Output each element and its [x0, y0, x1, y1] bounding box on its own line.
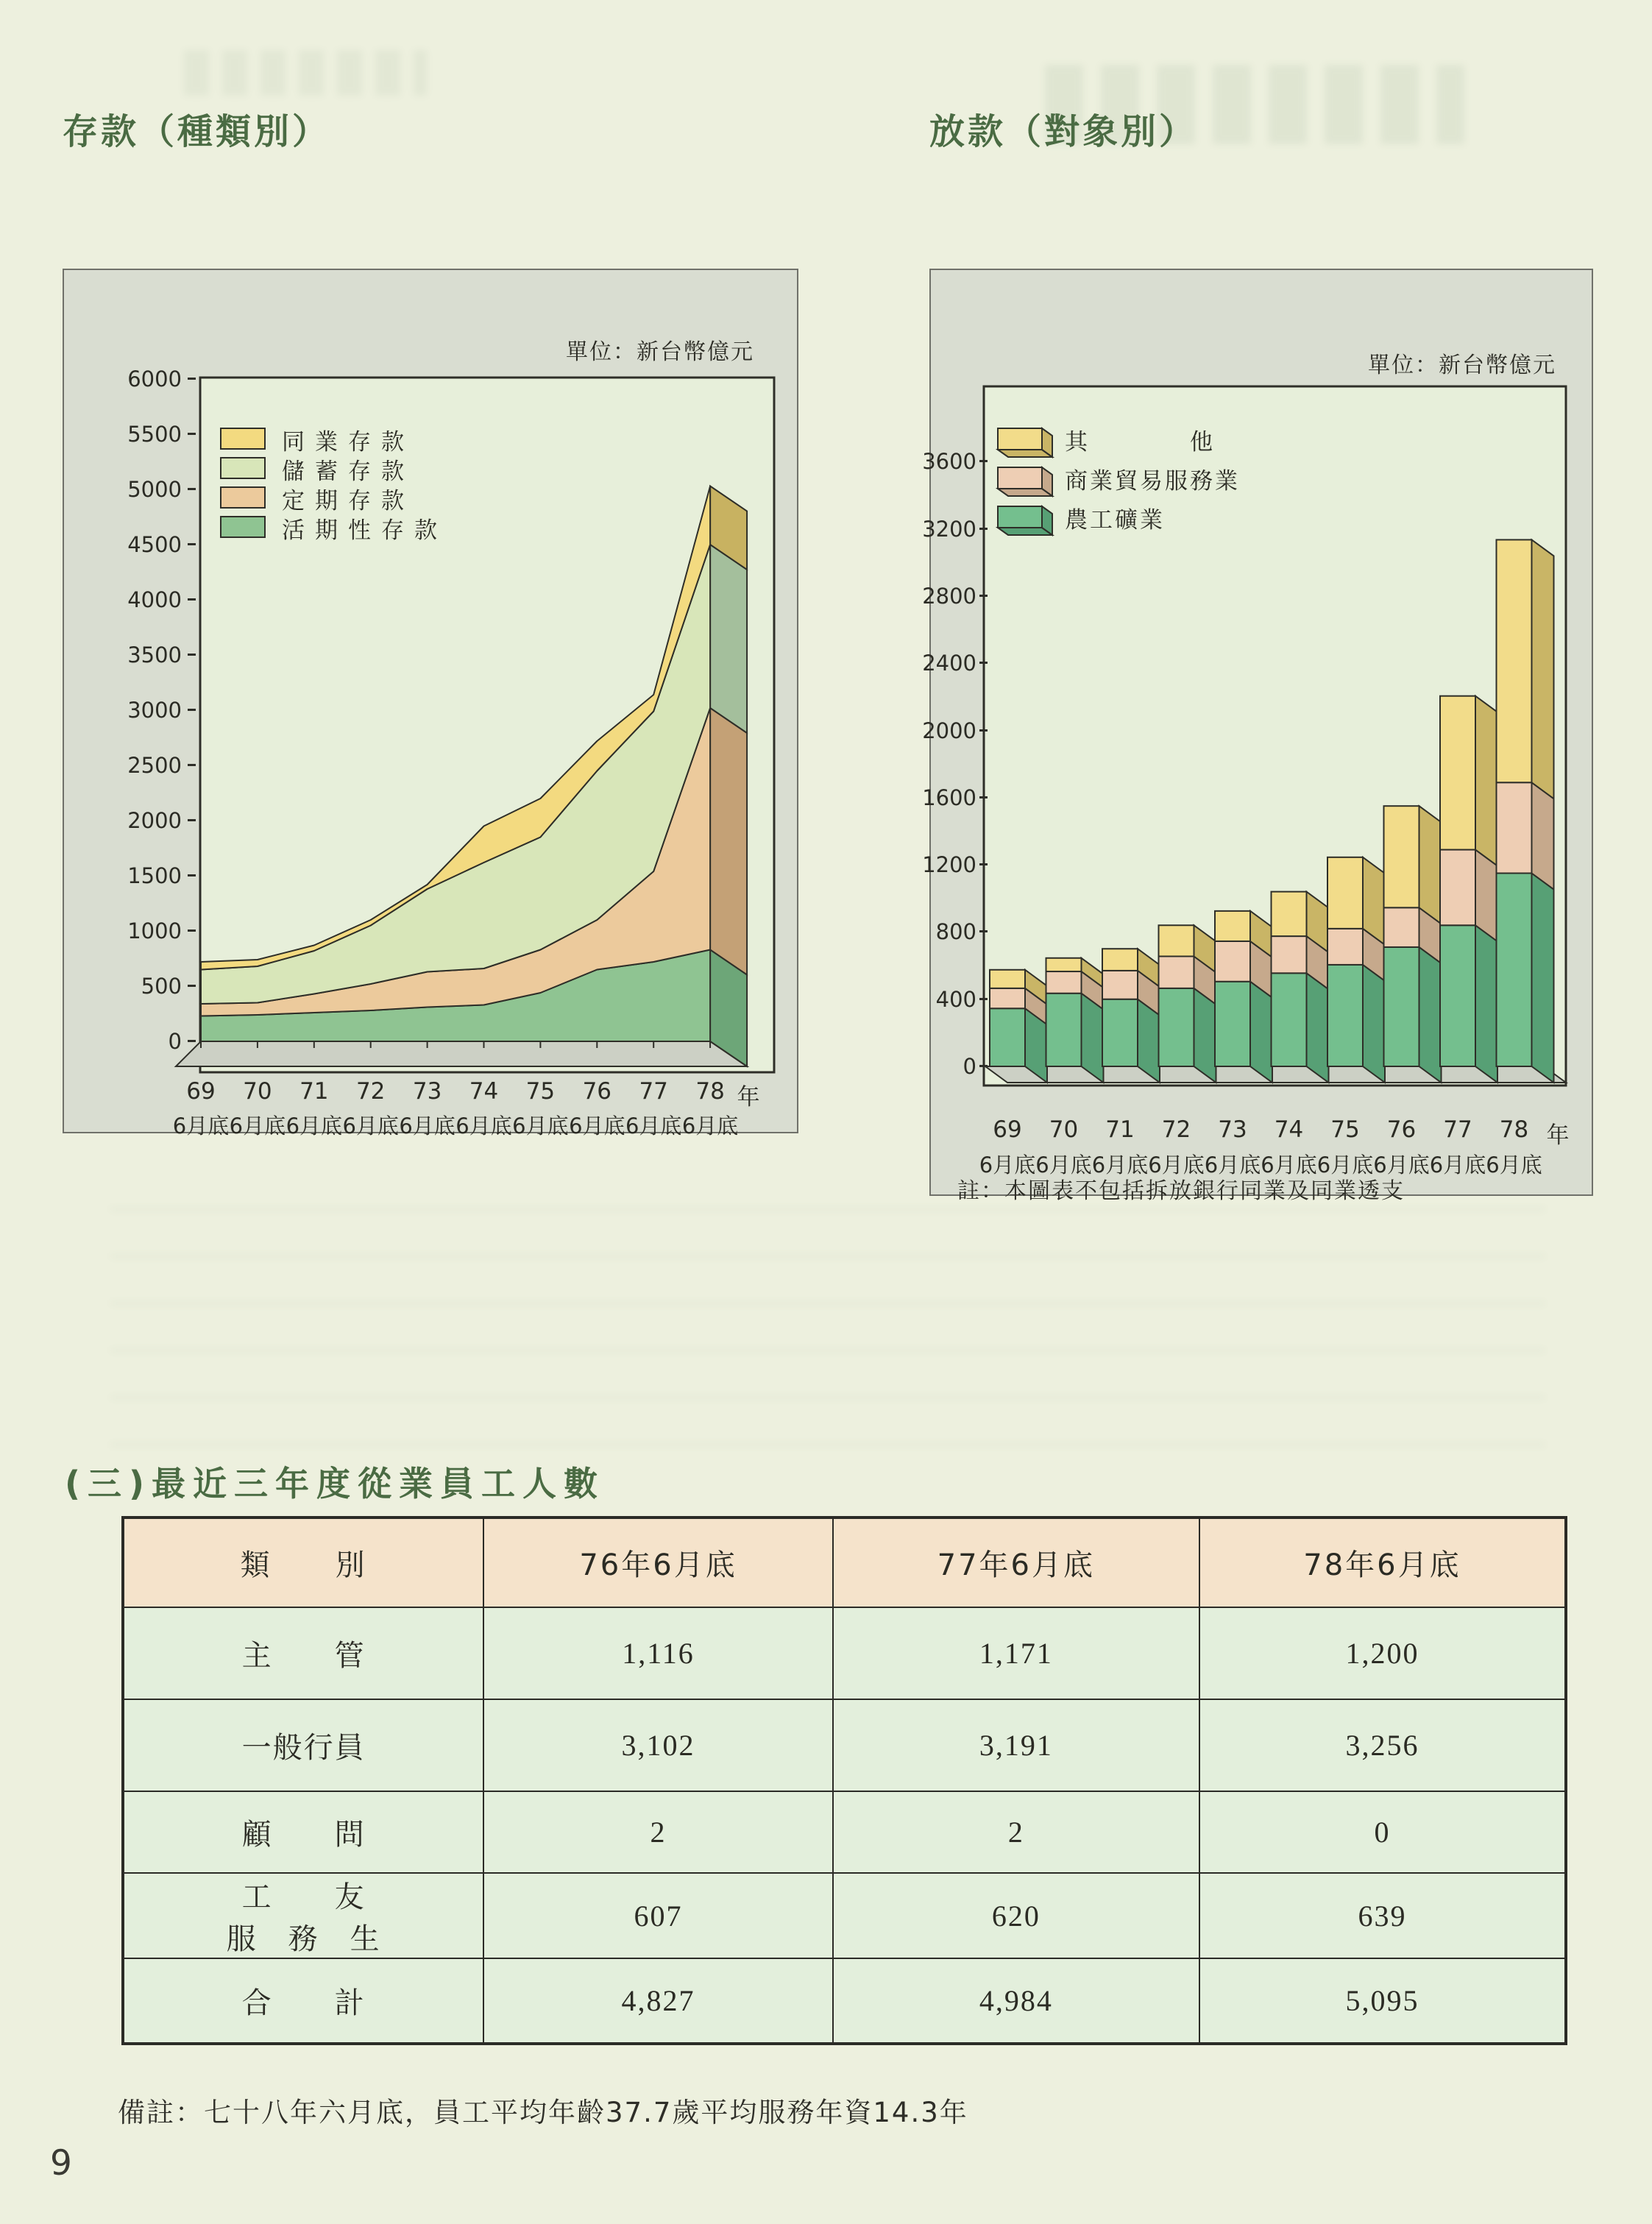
bar-side-face [1475, 696, 1497, 866]
bar-segment [1215, 911, 1250, 941]
x-axis-year-label: 77 [639, 1078, 668, 1105]
legend-swatch [996, 426, 1059, 460]
bar-side-face [1532, 539, 1554, 798]
row-label-line1: 工 友 [241, 1880, 366, 1914]
deposits-chart-panel [63, 269, 798, 1138]
bar-segment [1159, 925, 1194, 956]
legend-swatch [220, 428, 266, 450]
bar-segment [990, 988, 1025, 1008]
y-axis-tick-label: 0 [963, 1054, 976, 1079]
y-axis-tick-label: 2000 [127, 808, 182, 833]
col-header-category: 類 別 [123, 1518, 483, 1607]
x-axis-year-label: 73 [1218, 1116, 1247, 1143]
bar-segment [1215, 982, 1250, 1066]
table-footnote: 備註：七十八年六月底，員工平均年齡37.7歲平均服務年資14.3年 [118, 2097, 968, 2128]
y-axis-tick-mark [979, 729, 988, 732]
y-axis-tick-label: 4000 [127, 587, 182, 612]
cell-value: 4,827 [483, 1958, 833, 2044]
x-axis-sublabel: 6月底 [1486, 1152, 1542, 1177]
y-axis-tick-label: 2800 [922, 583, 976, 609]
bar-side-face [1363, 965, 1385, 1083]
x-axis-sublabel: 6月底 [569, 1113, 625, 1138]
bar-side-face [1363, 857, 1385, 945]
x-axis-year-label: 77 [1443, 1116, 1472, 1143]
loans-bar-svg [931, 270, 1592, 1194]
deposits-chart-title: 存款（種類別） [63, 111, 331, 152]
row-label: 主 管 [123, 1607, 483, 1699]
x-axis-sublabel: 6月底 [455, 1113, 512, 1138]
x-axis-sublabel: 6月底 [979, 1152, 1036, 1177]
y-axis-tick-mark [979, 998, 988, 1000]
x-axis-sublabel: 6月底 [512, 1113, 569, 1138]
x-axis-sublabel: 6月底 [1035, 1152, 1092, 1177]
row-label: 合 計 [123, 1958, 483, 2044]
y-axis-tick-mark [188, 819, 196, 821]
area-side-face [710, 545, 747, 733]
x-axis-year-label: 73 [412, 1078, 442, 1105]
cell-value: 1,171 [833, 1607, 1199, 1699]
table-row [123, 1791, 1566, 1873]
row-label [123, 1873, 483, 1958]
bar-segment [990, 1008, 1025, 1066]
chart-3d-base [176, 1041, 747, 1066]
bar-segment [1215, 941, 1250, 982]
x-axis-year-label: 72 [1161, 1116, 1191, 1143]
legend-swatch [220, 457, 266, 479]
x-axis-year-label: 75 [1330, 1116, 1360, 1143]
y-axis-tick-mark [979, 796, 988, 798]
col-header-78: 78年6月底 [1199, 1518, 1566, 1607]
x-axis-sublabel: 6月底 [1373, 1152, 1430, 1177]
legend-label: 活期性存款 [282, 517, 447, 544]
x-axis-year-label: 76 [582, 1078, 612, 1105]
table-row [123, 1699, 1566, 1791]
x-axis-year-label: 78 [695, 1078, 725, 1105]
bar-segment [1384, 947, 1419, 1066]
y-axis-tick-label: 3600 [922, 449, 976, 475]
cell-value: 5,095 [1199, 1958, 1566, 2044]
y-axis-tick-label: 400 [935, 986, 976, 1012]
y-axis-tick-label: 1500 [127, 863, 182, 888]
bar-segment [1272, 973, 1307, 1066]
loans-chart [922, 270, 1592, 1204]
x-axis-year-label: 78 [1499, 1116, 1529, 1143]
bar-segment [1046, 994, 1082, 1066]
table-row [123, 1958, 1566, 2044]
y-axis-tick-mark [188, 709, 196, 711]
cell-value: 1,200 [1199, 1607, 1566, 1699]
cell-value: 2 [483, 1791, 833, 1873]
bar-segment [1102, 971, 1138, 999]
bar-segment [1272, 892, 1307, 936]
staff-table-section-title: (三)最近三年度從業員工人數 [65, 1464, 606, 1504]
chart-exclusion-note: 註：本圖表不包括拆放銀行同業及同業透支 [957, 1178, 1405, 1204]
y-axis-tick-label: 5000 [127, 477, 182, 502]
legend-label: 商業貿易服務業 [1065, 468, 1240, 495]
legend-label: 定期存款 [282, 488, 414, 514]
table-header-row [123, 1518, 1566, 1607]
x-axis-year-label: 69 [186, 1078, 216, 1105]
table-row [123, 1873, 1566, 1958]
bar-segment [1046, 958, 1082, 971]
cell-value: 2 [833, 1791, 1199, 1873]
y-axis-tick-label: 3500 [127, 642, 182, 667]
y-axis-tick-label: 1600 [922, 785, 976, 810]
loans-chart-title: 放款（對象別） [929, 111, 1198, 152]
x-axis-unit-suffix-year: 年 [737, 1084, 760, 1111]
bar-segment [1497, 782, 1532, 873]
cell-value: 620 [833, 1873, 1199, 1958]
loans-chart-panel [922, 269, 1593, 1204]
col-header-77: 77年6月底 [833, 1518, 1199, 1607]
bar-side-face [1532, 782, 1554, 889]
y-axis-tick-label: 800 [935, 919, 976, 945]
bar-segment [1327, 929, 1363, 965]
y-axis-tick-label: 500 [141, 974, 182, 999]
unit-label: 單位：新台幣億元 [566, 339, 754, 365]
y-axis-tick-label: 6000 [127, 366, 182, 392]
bar-side-face [1250, 982, 1272, 1083]
bar-segment [1159, 956, 1194, 988]
y-axis-tick-mark [979, 930, 988, 932]
x-axis-sublabel: 6月底 [172, 1113, 230, 1138]
cell-value: 3,102 [483, 1699, 833, 1791]
x-axis-year-label: 74 [469, 1078, 499, 1105]
x-axis-sublabel: 6月底 [625, 1113, 682, 1138]
legend-label: 農工礦業 [1065, 507, 1165, 534]
y-axis-tick-label: 2400 [922, 651, 976, 676]
bar-segment [1440, 850, 1475, 926]
cell-value: 607 [483, 1873, 833, 1958]
x-axis-year-label: 72 [355, 1078, 386, 1105]
x-axis-sublabel: 6月底 [286, 1113, 343, 1138]
y-axis-tick-mark [979, 1065, 988, 1067]
cell-value: 1,116 [483, 1607, 833, 1699]
bar-segment [1102, 999, 1138, 1066]
x-axis-year-label: 70 [243, 1078, 272, 1105]
y-axis-tick-label: 2500 [127, 753, 182, 778]
y-axis-tick-mark [979, 662, 988, 664]
y-axis-tick-label: 3000 [127, 698, 182, 723]
bar-side-face [1532, 874, 1554, 1083]
y-axis-tick-mark [188, 598, 196, 601]
legend-label: 儲蓄存款 [282, 458, 414, 485]
cell-value: 0 [1199, 1791, 1566, 1873]
y-axis-tick-mark [188, 488, 196, 490]
y-axis-tick-label: 0 [168, 1029, 182, 1054]
y-axis-tick-label: 5500 [127, 422, 182, 447]
x-axis-year-label: 75 [525, 1078, 556, 1105]
unit-label: 單位：新台幣億元 [1368, 353, 1556, 378]
x-axis-sublabel: 6月底 [229, 1113, 286, 1138]
x-axis-sublabel: 6月底 [1204, 1152, 1261, 1177]
bar-segment [1327, 857, 1363, 929]
bar-segment [1159, 988, 1194, 1066]
deposits-chart [64, 270, 797, 1138]
y-axis-tick-mark [188, 764, 196, 766]
x-axis-sublabel: 6月底 [399, 1113, 455, 1138]
y-axis-tick-mark [188, 929, 196, 932]
x-axis-year-label: 71 [1105, 1116, 1135, 1143]
y-axis-tick-mark [188, 1040, 196, 1042]
bar-segment [1384, 907, 1419, 947]
bar-side-face [1475, 925, 1497, 1083]
row-label: 顧 問 [123, 1791, 483, 1873]
x-axis-year-label: 71 [299, 1078, 329, 1105]
bar-segment [1440, 696, 1475, 850]
scan-bleed-artifact [184, 50, 427, 96]
staff-count-table [121, 1516, 1567, 2045]
row-label-line2: 服 務 生 [226, 1922, 381, 1956]
legend-swatch [220, 516, 266, 538]
bar-segment [1046, 971, 1082, 994]
x-axis-year-label: 76 [1386, 1116, 1417, 1143]
page-number: 9 [50, 2143, 72, 2184]
scan-bleed-artifact [110, 1207, 1545, 1487]
x-axis-sublabel: 6月底 [1261, 1152, 1317, 1177]
legend-swatch [996, 504, 1059, 538]
cell-value: 4,984 [833, 1958, 1199, 2044]
x-axis-sublabel: 6月底 [681, 1113, 739, 1138]
bar-side-face [1307, 973, 1329, 1083]
y-axis-tick-mark [979, 460, 988, 462]
x-axis-sublabel: 6月底 [342, 1113, 399, 1138]
x-axis-sublabel: 6月底 [1091, 1152, 1149, 1177]
bar-segment [990, 970, 1025, 988]
y-axis-tick-mark [188, 378, 196, 380]
y-axis-tick-mark [979, 863, 988, 865]
cell-value: 3,256 [1199, 1699, 1566, 1791]
col-header-76: 76年6月底 [483, 1518, 833, 1607]
y-axis-tick-mark [979, 528, 988, 530]
y-axis-tick-label: 2000 [922, 718, 976, 743]
y-axis-tick-label: 4500 [127, 532, 182, 557]
y-axis-tick-mark [979, 595, 988, 597]
bar-segment [1272, 936, 1307, 973]
x-axis-unit-suffix-year: 年 [1546, 1122, 1570, 1149]
table-row [123, 1607, 1566, 1699]
area-side-face [710, 708, 747, 975]
cell-value: 3,191 [833, 1699, 1199, 1791]
y-axis-tick-label: 1000 [127, 918, 182, 943]
y-axis-tick-mark [188, 874, 196, 877]
y-axis-tick-mark [188, 543, 196, 545]
y-axis-tick-label: 3200 [922, 516, 976, 542]
bar-side-face [1419, 806, 1442, 924]
cell-value: 639 [1199, 1873, 1566, 1958]
bar-segment [1497, 539, 1532, 782]
legend-swatch [220, 486, 266, 509]
bar-segment [1102, 949, 1138, 971]
bar-side-face [1419, 947, 1442, 1083]
y-axis-tick-mark [188, 985, 196, 987]
x-axis-sublabel: 6月底 [1148, 1152, 1205, 1177]
bar-segment [1497, 874, 1532, 1066]
y-axis-tick-mark [188, 654, 196, 656]
y-axis-tick-mark [188, 433, 196, 435]
legend-swatch [996, 465, 1059, 499]
x-axis-year-label: 70 [1049, 1116, 1079, 1143]
x-axis-year-label: 74 [1274, 1116, 1304, 1143]
bar-segment [1384, 806, 1419, 907]
bar-segment [1327, 965, 1363, 1066]
bar-segment [1440, 925, 1475, 1066]
legend-label: 同業存款 [282, 429, 414, 456]
legend-label: 其 他 [1065, 429, 1215, 456]
row-label: 一般行員 [123, 1699, 483, 1791]
y-axis-tick-label: 1200 [922, 852, 976, 878]
x-axis-sublabel: 6月底 [1316, 1152, 1374, 1177]
x-axis-sublabel: 6月底 [1429, 1152, 1486, 1177]
x-axis-year-label: 69 [993, 1116, 1022, 1143]
